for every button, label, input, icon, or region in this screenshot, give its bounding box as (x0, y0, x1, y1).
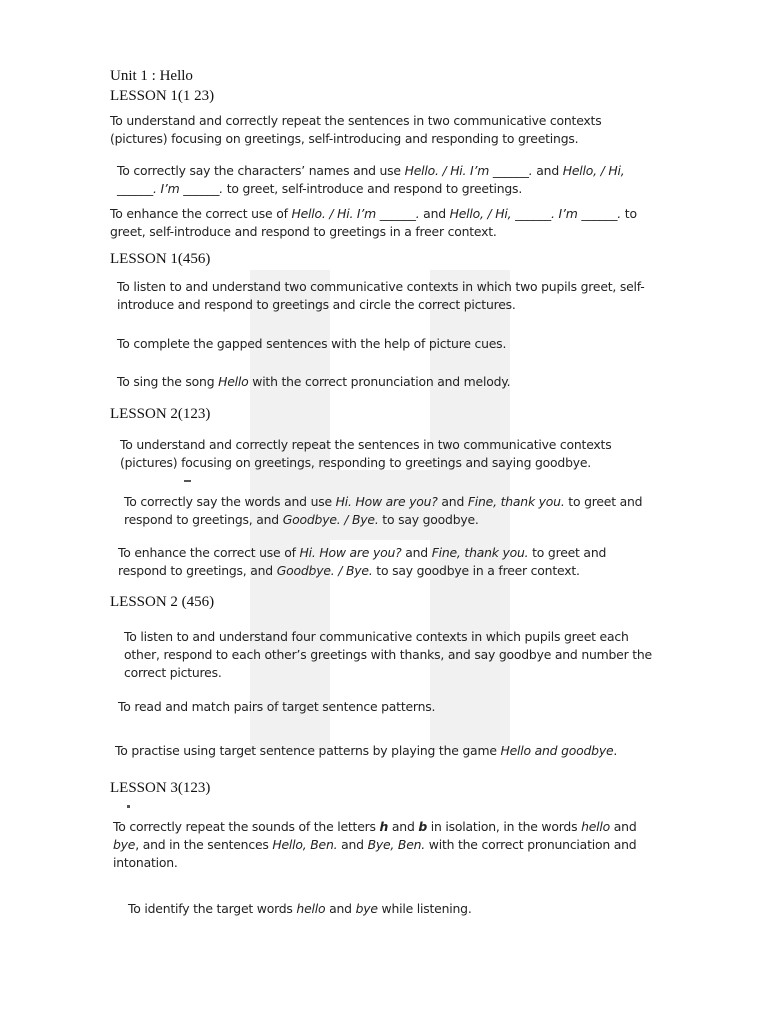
objective-text-run: and (401, 545, 432, 560)
objective-text-run: Hello. / Hi. I’m ______. (404, 163, 533, 178)
objective-text-run: To sing the song (117, 374, 219, 389)
objective-text-run: To complete the gapped sentences with the help of picture cues. (117, 336, 507, 351)
objective-text-run: Hello and goodbye (500, 743, 614, 758)
objective-text-run: and (337, 837, 368, 852)
objective-text (117, 335, 657, 353)
objective-text-run: to greet and respond to greetings, and (118, 545, 607, 578)
lesson-heading: LESSON 1(456) (110, 251, 211, 267)
objective-text-run: and (437, 494, 468, 509)
objective-text-run: with the correct pronunciation and melody. (248, 374, 511, 389)
objective-text-run: bye (355, 901, 378, 916)
objective-text-run: and (532, 163, 563, 178)
objective-text-run: Bye, Ben. (367, 837, 426, 852)
objective-text-run: bye (113, 837, 136, 852)
lesson-heading: LESSON 2 (456) (110, 594, 215, 610)
objective-text (124, 493, 654, 529)
objective-text-run: Hello, / Hi, ______. I’m ______. (449, 206, 622, 221)
objective-text-run: To read and match pairs of target sentence patterns. (118, 699, 436, 714)
objective-text-run: to say goodbye. (378, 512, 479, 527)
objective-text (117, 373, 657, 391)
objective-text-run: Fine, thank you. (467, 494, 565, 509)
emphasis-text: b (418, 819, 428, 834)
objective-text-run: and (388, 819, 419, 834)
stray-mark (127, 805, 130, 808)
objective-text-run: and (325, 901, 356, 916)
unit-title: Unit 1 : Hello (110, 68, 193, 84)
objective-text-run: To correctly say the words and use (124, 494, 336, 509)
objective-text-run: and (610, 819, 637, 834)
lesson-heading: LESSON 1(1 23) (110, 88, 215, 104)
objective-text (115, 742, 650, 760)
objective-text-run (380, 819, 389, 834)
objective-text-run: Hi. How are you? (299, 545, 402, 560)
objective-text-run: to greet, self-introduce and respond to greetings. (222, 181, 523, 196)
objective-text-run: Hello, / Hi, ______. I’m ______. (117, 163, 625, 196)
objective-text (117, 162, 652, 198)
objective-text (117, 278, 657, 314)
objective-text (124, 628, 654, 682)
objective-text (110, 112, 645, 148)
objective-text (118, 544, 653, 580)
objective-text-run: To practise using target sentence patterns by playing the game (115, 743, 501, 758)
objective-text-run: To correctly repeat the sounds of the letters (113, 819, 380, 834)
stray-mark (184, 480, 191, 482)
objective-text-run: To correctly say the characters’ names and use (117, 163, 405, 178)
objective-text-run: Fine, thank you. (431, 545, 529, 560)
objective-text-run: and (419, 206, 450, 221)
objective-text (113, 818, 648, 872)
objective-text-run: To understand and correctly repeat the sentences in two communicative contexts (pictures) focusing on greetings, self-introducing and responding to greetings. (110, 113, 602, 146)
objective-text-run: hello (296, 901, 326, 916)
objective-text-run: To enhance the correct use of (110, 206, 292, 221)
objective-text-run: To listen to and understand four communicative contexts in which pupils greet each other, respond to each other’s greetings with thanks, and say goodbye and number the correct pictures. (124, 629, 652, 680)
objective-text-run: . (613, 743, 618, 758)
objective-text-run: Hi. How are you? (335, 494, 438, 509)
objective-text (128, 900, 658, 918)
emphasis-text: h (379, 819, 389, 834)
objective-text-run: To understand and correctly repeat the sentences in two communicative contexts (pictures) focusing on greetings, responding to greetings and saying goodbye. (120, 437, 612, 470)
objective-text-run: Hello. / Hi. I’m ______. (291, 206, 420, 221)
objective-text-run: Hello (218, 374, 249, 389)
objective-text-run: in isolation, in the words (427, 819, 582, 834)
objective-text-run: hello (581, 819, 611, 834)
objective-text (110, 205, 650, 241)
objective-text-run: To identify the target words (128, 901, 297, 916)
objective-text-run: to greet, self-introduce and respond to greetings in a freer context. (110, 206, 637, 239)
objective-text-run: , and in the sentences (135, 837, 273, 852)
objective-text-run: Goodbye. / Bye. (276, 563, 373, 578)
objective-text-run: Goodbye. / Bye. (282, 512, 379, 527)
objective-text-run: to greet and respond to greetings, and (124, 494, 643, 527)
objective-text-run: To enhance the correct use of (118, 545, 300, 560)
objective-text-run: while listening. (377, 901, 472, 916)
objective-text-run: with the correct pronunciation and intonation. (113, 837, 637, 870)
objective-text (120, 436, 650, 472)
objective-text-run: to say goodbye in a freer context. (372, 563, 580, 578)
objective-text-run (418, 819, 427, 834)
lesson-heading: LESSON 2(123) (110, 406, 211, 422)
objective-text-run: To listen to and understand two communicative contexts in which two pupils greet, self-introduce and respond to greetings and circle the correct pictures. (117, 279, 645, 312)
objective-text-run: Hello, Ben. (272, 837, 338, 852)
objective-text (118, 698, 653, 716)
lesson-heading: LESSON 3(123) (110, 780, 211, 796)
